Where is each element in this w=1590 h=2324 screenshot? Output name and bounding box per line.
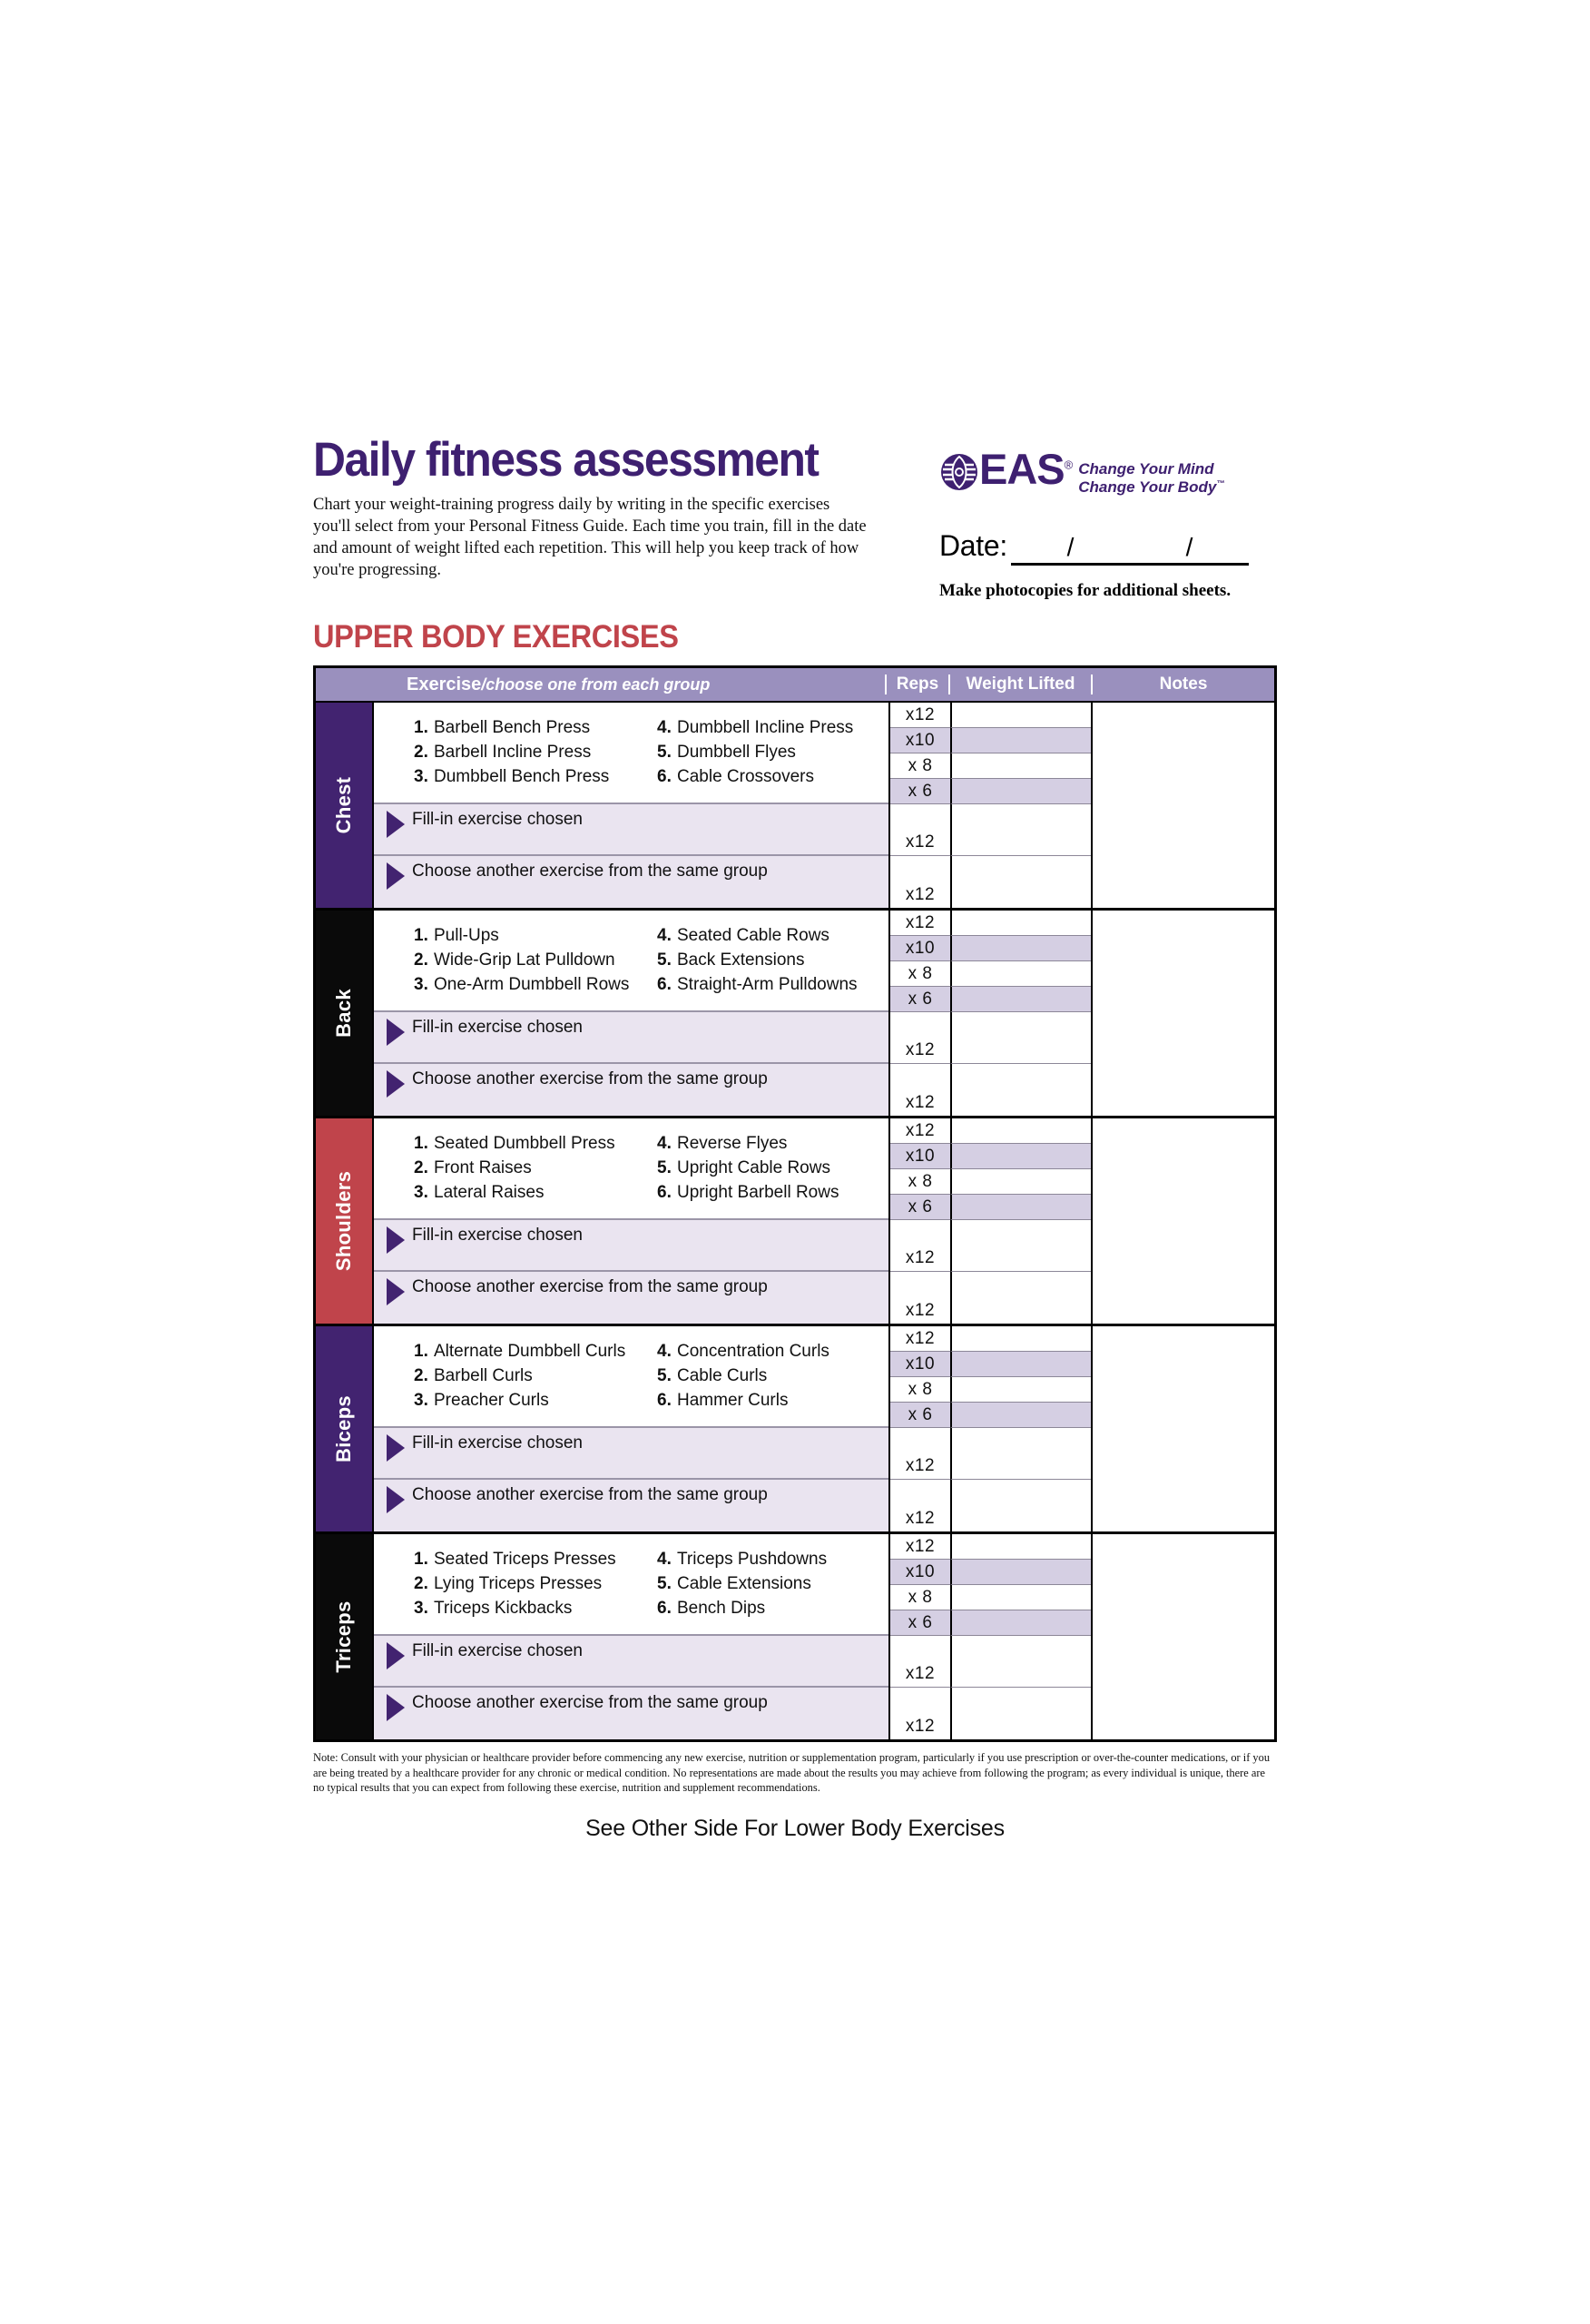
header-left-column	[313, 433, 894, 581]
reps-value: x 6	[890, 1610, 950, 1636]
disclaimer-text: Note: Consult with your physician or healthcare provider before commencing any new exercise, nutrition or supplementation program, particularly if you use prescription or over-the-counter medications, or if you are being treated by a healthcare provider for any chronic or medical condition. No representations are made about the results you may achieve from following the program; as every individual is unique, there are no typical results that you can expect from following these exercise, nutrition and supplement recommendations.	[313, 1751, 1271, 1795]
header-exercise-main: Exercise	[407, 674, 482, 694]
set-row	[890, 1144, 1091, 1169]
exercise-option[interactable]	[657, 1367, 829, 1385]
exercise-name: Bench Dips	[677, 1599, 766, 1619]
exercise-number: 3.	[414, 767, 428, 787]
fill-in-row-first[interactable]	[374, 1636, 888, 1688]
reps-value: x12	[890, 1688, 950, 1739]
exercise-option[interactable]	[657, 1184, 839, 1202]
fill-in-label: Choose another exercise from the same group	[412, 1069, 768, 1089]
weight-lifted-input[interactable]	[950, 1064, 1091, 1116]
reps-value: x 6	[890, 987, 950, 1012]
triangle-pointer-icon	[387, 1019, 405, 1046]
weight-lifted-input[interactable]	[950, 911, 1091, 936]
set-row	[890, 1352, 1091, 1377]
date-label: Date:	[939, 529, 1007, 563]
weight-lifted-input[interactable]	[950, 1610, 1091, 1636]
notes-input[interactable]	[1091, 1326, 1274, 1531]
set-row	[890, 728, 1091, 753]
weight-lifted-input[interactable]	[950, 961, 1091, 987]
set-row	[890, 1195, 1091, 1220]
photocopy-note: Make photocopies for additional sheets.	[939, 581, 1232, 601]
reps-value: x12	[890, 1534, 950, 1560]
exercise-name: Back Extensions	[677, 950, 805, 970]
exercise-name: Front Raises	[434, 1158, 532, 1178]
exercise-number: 6.	[657, 1183, 672, 1203]
exercise-option[interactable]	[414, 1184, 657, 1202]
reps-value: x 8	[890, 1377, 950, 1403]
date-slash-1: /	[1066, 533, 1075, 562]
fill-in-label: Fill-in exercise chosen	[412, 1433, 583, 1453]
exercise-column	[414, 1135, 657, 1202]
triangle-pointer-icon	[387, 1278, 405, 1305]
eas-name: EAS	[979, 445, 1065, 493]
fill-in-set-row-first	[890, 804, 1091, 856]
exercise-name: Wide-Grip Lat Pulldown	[434, 950, 615, 970]
exercise-name: Barbell Curls	[434, 1366, 533, 1386]
exercise-number: 5.	[657, 1574, 672, 1594]
group-left-stack	[372, 703, 888, 908]
set-row	[890, 1560, 1091, 1585]
set-row	[890, 1585, 1091, 1610]
exercise-number: 1.	[414, 1134, 428, 1154]
exercise-number: 2.	[414, 1158, 428, 1178]
fill-in-set-row-second	[890, 1272, 1091, 1324]
group-body	[372, 1118, 1274, 1324]
reps-value: x10	[890, 1560, 950, 1585]
weight-lifted-input[interactable]	[950, 1352, 1091, 1377]
exercise-number: 1.	[414, 1342, 428, 1362]
set-row	[890, 911, 1091, 936]
exercise-name: Dumbbell Bench Press	[434, 767, 610, 787]
exercise-column	[657, 1343, 829, 1410]
exercise-options	[374, 1534, 888, 1636]
reps-value: x12	[890, 1118, 950, 1144]
exercise-option[interactable]	[657, 1392, 829, 1410]
exercise-name: Triceps Kickbacks	[434, 1599, 573, 1619]
group-tab-label: Biceps	[332, 1395, 355, 1463]
reps-value: x10	[890, 1144, 950, 1169]
page-title: Daily fitness assessment	[313, 433, 819, 487]
exercise-option[interactable]	[657, 976, 858, 994]
set-row	[890, 1403, 1091, 1428]
exercise-option[interactable]	[657, 1135, 839, 1153]
weight-lifted-input[interactable]	[950, 1272, 1091, 1324]
reps-weight-stack	[888, 1326, 1091, 1531]
exercise-name: Barbell Incline Press	[434, 743, 592, 763]
eas-wordmark	[979, 445, 1073, 493]
group-tab-label: Triceps	[332, 1600, 355, 1673]
exercise-options	[374, 911, 888, 1012]
exercise-name: Upright Barbell Rows	[677, 1183, 839, 1203]
reps-value: x12	[890, 911, 950, 936]
reps-weight-stack	[888, 1534, 1091, 1739]
reps-value: x10	[890, 936, 950, 961]
reps-value: x12	[890, 1272, 950, 1324]
weight-lifted-input[interactable]	[950, 804, 1091, 856]
reps-value: x12	[890, 703, 950, 728]
set-row	[890, 1326, 1091, 1352]
exercise-number: 1.	[414, 1550, 428, 1570]
exercise-number: 3.	[414, 1391, 428, 1411]
group-left-stack	[372, 911, 888, 1116]
exercise-option[interactable]	[657, 1551, 827, 1569]
date-entry[interactable]	[939, 529, 1277, 566]
exercise-name: One-Arm Dumbbell Rows	[434, 975, 630, 995]
reps-value: x12	[890, 804, 950, 856]
set-row	[890, 703, 1091, 728]
weight-lifted-input[interactable]	[950, 1403, 1091, 1428]
fill-in-row-first[interactable]	[374, 1012, 888, 1064]
weight-lifted-input[interactable]	[950, 1118, 1091, 1144]
exercise-column	[657, 719, 853, 786]
reps-value: x12	[890, 1326, 950, 1352]
weight-lifted-input[interactable]	[950, 856, 1091, 908]
reps-value: x12	[890, 1428, 950, 1480]
exercise-option[interactable]	[657, 927, 858, 945]
exercise-options	[374, 703, 888, 804]
reps-value: x12	[890, 1636, 950, 1688]
exercise-name: Reverse Flyes	[677, 1134, 788, 1154]
reps-value: x10	[890, 1352, 950, 1377]
exercise-name: Triceps Pushdowns	[677, 1550, 828, 1570]
exercise-option[interactable]	[657, 951, 858, 970]
reps-value: x 6	[890, 1403, 950, 1428]
triangle-pointer-icon	[387, 1434, 405, 1462]
exercise-name: Cable Extensions	[677, 1574, 811, 1594]
group-tab-label: Shoulders	[332, 1170, 355, 1272]
triangle-pointer-icon	[387, 811, 405, 838]
exercise-number: 6.	[657, 1391, 672, 1411]
exercise-option[interactable]	[414, 1600, 657, 1618]
weight-lifted-input[interactable]	[950, 1195, 1091, 1220]
exercise-option[interactable]	[657, 719, 853, 737]
fill-in-set-row-second	[890, 1064, 1091, 1116]
exercise-name: Straight-Arm Pulldowns	[677, 975, 858, 995]
set-row	[890, 987, 1091, 1012]
exercise-option[interactable]	[414, 1135, 657, 1153]
exercise-option[interactable]	[414, 1343, 657, 1361]
group-left-stack	[372, 1534, 888, 1739]
fill-in-row-second[interactable]	[374, 1272, 888, 1324]
date-input[interactable]	[1011, 533, 1249, 566]
exercise-number: 5.	[657, 743, 672, 763]
header-exercise	[372, 675, 885, 695]
exercise-number: 4.	[657, 718, 672, 738]
triangle-pointer-icon	[387, 1486, 405, 1513]
exercise-name: Seated Cable Rows	[677, 926, 829, 946]
reps-value: x12	[890, 1220, 950, 1272]
weight-lifted-input[interactable]	[950, 1220, 1091, 1272]
header-right-column	[923, 436, 1277, 601]
exercise-number: 4.	[657, 1134, 672, 1154]
exercise-number: 5.	[657, 1158, 672, 1178]
group-left-stack	[372, 1326, 888, 1531]
set-row	[890, 753, 1091, 779]
eas-wordmark-wrapper	[979, 445, 1073, 493]
exercise-number: 2.	[414, 1366, 428, 1386]
set-row	[890, 936, 1091, 961]
set-row	[890, 961, 1091, 987]
fill-in-set-row-second	[890, 1688, 1091, 1739]
fill-in-set-row-second	[890, 856, 1091, 908]
weight-lifted-input[interactable]	[950, 1585, 1091, 1610]
fill-in-label: Choose another exercise from the same group	[412, 1693, 768, 1713]
weight-lifted-input[interactable]	[950, 1169, 1091, 1195]
reps-value: x12	[890, 1012, 950, 1064]
weight-lifted-input[interactable]	[950, 728, 1091, 753]
exercise-option[interactable]	[657, 768, 853, 786]
notes-input[interactable]	[1091, 703, 1274, 908]
exercise-name: Cable Crossovers	[677, 767, 814, 787]
set-row	[890, 1169, 1091, 1195]
exercise-option[interactable]	[414, 1392, 657, 1410]
weight-lifted-input[interactable]	[950, 1560, 1091, 1585]
table-header-row	[316, 668, 1274, 703]
see-other-side-note: See Other Side For Lower Body Exercises	[585, 1815, 1005, 1841]
weight-lifted-input[interactable]	[950, 779, 1091, 804]
group-tab-shoulders	[316, 1118, 372, 1324]
exercise-name: Seated Dumbbell Press	[434, 1134, 615, 1154]
group-tab-label: Back	[332, 989, 355, 1038]
exercise-column	[657, 927, 858, 994]
exercise-name: Lying Triceps Presses	[434, 1574, 603, 1594]
muscle-group-back	[316, 911, 1274, 1118]
tagline-line-1: Change Your Mind	[1078, 460, 1214, 478]
trademark-mark: ™	[1216, 478, 1225, 488]
fill-in-set-row-second	[890, 1480, 1091, 1531]
exercise-number: 3.	[414, 1183, 428, 1203]
fill-in-label: Choose another exercise from the same group	[412, 862, 768, 881]
exercise-option[interactable]	[414, 743, 657, 762]
exercise-number: 5.	[657, 950, 672, 970]
exercise-option[interactable]	[414, 1575, 657, 1593]
fill-in-label: Choose another exercise from the same group	[412, 1485, 768, 1505]
exercise-column	[657, 1551, 827, 1618]
reps-value: x 8	[890, 1585, 950, 1610]
notes-input[interactable]	[1091, 911, 1274, 1116]
exercise-name: Lateral Raises	[434, 1183, 545, 1203]
reps-value: x12	[890, 1480, 950, 1531]
header-reps: Reps	[885, 675, 948, 694]
exercise-name: Hammer Curls	[677, 1391, 789, 1411]
reps-value: x 6	[890, 1195, 950, 1220]
exercise-name: Cable Curls	[677, 1366, 768, 1386]
fill-in-label: Fill-in exercise chosen	[412, 810, 583, 830]
group-body	[372, 911, 1274, 1116]
fill-in-label: Fill-in exercise chosen	[412, 1641, 583, 1661]
fill-in-row-second[interactable]	[374, 1480, 888, 1531]
weight-lifted-input[interactable]	[950, 1012, 1091, 1064]
exercise-number: 3.	[414, 975, 428, 995]
set-row	[890, 1118, 1091, 1144]
reps-value: x12	[890, 856, 950, 908]
fill-in-row-first[interactable]	[374, 804, 888, 856]
exercise-option[interactable]	[414, 768, 657, 786]
group-tab-chest	[316, 703, 372, 908]
eas-tagline	[1078, 460, 1224, 497]
group-body	[372, 1326, 1274, 1531]
tagline-line-2: Change Your Body	[1078, 478, 1217, 497]
muscle-group-chest	[316, 703, 1274, 911]
exercise-option[interactable]	[414, 1367, 657, 1385]
weight-lifted-input[interactable]	[950, 703, 1091, 728]
exercise-option[interactable]	[414, 1159, 657, 1177]
exercise-number: 3.	[414, 1599, 428, 1619]
reps-weight-stack	[888, 911, 1091, 1116]
fill-in-label: Choose another exercise from the same group	[412, 1277, 768, 1297]
header-weight-lifted: Weight Lifted	[948, 675, 1091, 694]
weight-lifted-input[interactable]	[950, 1480, 1091, 1531]
fill-in-row-first[interactable]	[374, 1428, 888, 1480]
fill-in-row-second[interactable]	[374, 1064, 888, 1116]
group-body	[372, 1534, 1274, 1739]
group-tab-triceps	[316, 1534, 372, 1739]
exercise-column	[414, 1551, 657, 1618]
reps-value: x 8	[890, 1169, 950, 1195]
eas-logo	[939, 445, 1277, 497]
document-header	[313, 433, 1277, 601]
reps-value: x 8	[890, 961, 950, 987]
exercise-number: 4.	[657, 1550, 672, 1570]
exercise-number: 1.	[414, 718, 428, 738]
set-row	[890, 1377, 1091, 1403]
exercise-number: 5.	[657, 1366, 672, 1386]
exercise-name: Concentration Curls	[677, 1342, 829, 1362]
weight-lifted-input[interactable]	[950, 1377, 1091, 1403]
exercise-column	[414, 927, 657, 994]
exercise-name: Upright Cable Rows	[677, 1158, 830, 1178]
muscle-group-shoulders	[316, 1118, 1274, 1326]
exercise-column	[414, 1343, 657, 1410]
exercise-option[interactable]	[657, 1343, 829, 1361]
triangle-pointer-icon	[387, 1642, 405, 1669]
exercise-column	[657, 1135, 839, 1202]
exercise-column	[414, 719, 657, 786]
exercise-number: 4.	[657, 926, 672, 946]
muscle-group-list	[316, 703, 1274, 1739]
exercise-name: Barbell Bench Press	[434, 718, 591, 738]
exercise-name: Pull-Ups	[434, 926, 499, 946]
fill-in-set-row-first	[890, 1636, 1091, 1688]
exercise-name: Dumbbell Incline Press	[677, 718, 854, 738]
eas-globe-icon	[939, 452, 979, 492]
weight-lifted-input[interactable]	[950, 1636, 1091, 1688]
exercise-name: Preacher Curls	[434, 1391, 549, 1411]
set-row	[890, 1534, 1091, 1560]
weight-lifted-input[interactable]	[950, 936, 1091, 961]
fill-in-set-row-first	[890, 1428, 1091, 1480]
reps-weight-stack	[888, 1118, 1091, 1324]
exercise-name: Seated Triceps Presses	[434, 1550, 616, 1570]
weight-lifted-input[interactable]	[950, 1144, 1091, 1169]
notes-input[interactable]	[1091, 1534, 1274, 1739]
exercise-option[interactable]	[657, 743, 853, 762]
exercise-number: 1.	[414, 926, 428, 946]
exercise-name: Dumbbell Flyes	[677, 743, 796, 763]
tagline-line-2-wrapper	[1078, 478, 1224, 497]
exercise-option[interactable]	[657, 1159, 839, 1177]
worksheet	[313, 433, 1277, 1842]
exercise-number: 4.	[657, 1342, 672, 1362]
exercise-option[interactable]	[657, 1600, 827, 1618]
exercise-number: 6.	[657, 1599, 672, 1619]
reps-value: x12	[890, 1064, 950, 1116]
registered-mark: ®	[1064, 458, 1073, 472]
weight-lifted-input[interactable]	[950, 753, 1091, 779]
reps-value: x 6	[890, 779, 950, 804]
fill-in-label: Fill-in exercise chosen	[412, 1226, 583, 1246]
header-exercise-sub: /choose one from each group	[481, 675, 711, 694]
muscle-group-triceps	[316, 1534, 1274, 1739]
group-body	[372, 703, 1274, 908]
fill-in-set-row-first	[890, 1012, 1091, 1064]
exercise-option[interactable]	[414, 927, 657, 945]
triangle-pointer-icon	[387, 862, 405, 890]
reps-weight-stack	[888, 703, 1091, 908]
exercise-option[interactable]	[414, 719, 657, 737]
section-heading: UPPER BODY EXERCISES	[313, 619, 679, 655]
weight-lifted-input[interactable]	[950, 1534, 1091, 1560]
exercise-number: 6.	[657, 767, 672, 787]
weight-lifted-input[interactable]	[950, 987, 1091, 1012]
notes-input[interactable]	[1091, 1118, 1274, 1324]
group-tab-biceps	[316, 1326, 372, 1531]
fill-in-label: Fill-in exercise chosen	[412, 1018, 583, 1038]
exercise-option[interactable]	[657, 1575, 827, 1593]
exercise-option[interactable]	[414, 1551, 657, 1569]
exercise-option[interactable]	[414, 951, 657, 970]
exercise-option[interactable]	[414, 976, 657, 994]
reps-value: x 8	[890, 753, 950, 779]
header-tab-spacer	[316, 668, 372, 701]
date-slash-2: /	[1185, 533, 1193, 562]
weight-lifted-input[interactable]	[950, 1688, 1091, 1739]
muscle-group-biceps	[316, 1326, 1274, 1534]
exercise-number: 2.	[414, 950, 428, 970]
header-notes: Notes	[1091, 675, 1274, 694]
workout-table	[313, 665, 1277, 1742]
group-tab-label: Chest	[332, 776, 355, 834]
group-left-stack	[372, 1118, 888, 1324]
exercise-name: Alternate Dumbbell Curls	[434, 1342, 626, 1362]
set-row	[890, 779, 1091, 804]
exercise-options	[374, 1118, 888, 1220]
group-tab-back	[316, 911, 372, 1116]
exercise-number: 2.	[414, 743, 428, 763]
weight-lifted-input[interactable]	[950, 1326, 1091, 1352]
exercise-options	[374, 1326, 888, 1428]
fill-in-row-first[interactable]	[374, 1220, 888, 1272]
triangle-pointer-icon	[387, 1070, 405, 1098]
exercise-number: 2.	[414, 1574, 428, 1594]
fill-in-set-row-first	[890, 1220, 1091, 1272]
set-row	[890, 1610, 1091, 1636]
exercise-number: 6.	[657, 975, 672, 995]
reps-value: x10	[890, 728, 950, 753]
fill-in-row-second[interactable]	[374, 856, 888, 908]
weight-lifted-input[interactable]	[950, 1428, 1091, 1480]
triangle-pointer-icon	[387, 1226, 405, 1254]
triangle-pointer-icon	[387, 1694, 405, 1721]
fill-in-row-second[interactable]	[374, 1688, 888, 1739]
intro-paragraph: Chart your weight-training progress daily by writing in the specific exercises you'll select from your Personal Fitness Guide. Each time you train, fill in the date and amount of weight lifted each repetition. This will help you keep track of how you're progressing.	[313, 496, 867, 580]
